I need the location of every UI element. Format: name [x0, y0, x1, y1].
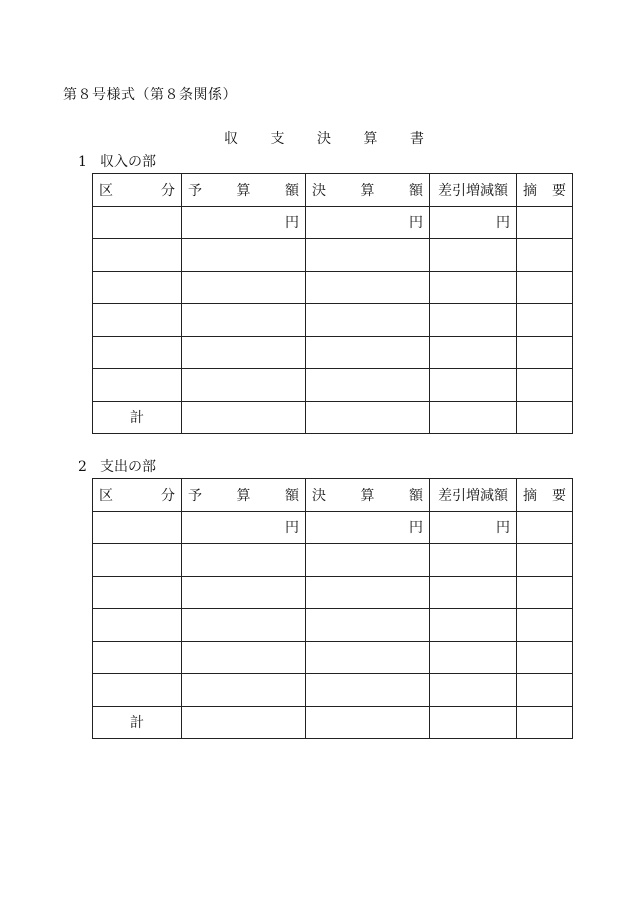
table-row	[93, 369, 573, 402]
total-settlement[interactable]	[306, 706, 430, 739]
expense-total-row	[93, 706, 573, 739]
income-header-row	[93, 174, 573, 207]
table-row	[93, 336, 573, 369]
header-remarks: 摘 要	[517, 479, 573, 512]
income-section-label: 収入の部	[100, 154, 156, 170]
table-row	[93, 239, 573, 272]
header-remarks: 摘 要	[517, 174, 573, 207]
income-table	[92, 173, 573, 434]
table-row	[93, 641, 573, 674]
difference-unit[interactable]: 円	[430, 511, 517, 544]
category-cell[interactable]	[93, 511, 182, 544]
budget-unit[interactable]: 円	[182, 511, 306, 544]
income-section-heading	[78, 151, 156, 171]
budget-unit[interactable]: 円	[182, 206, 306, 239]
remarks-cell[interactable]	[517, 206, 573, 239]
total-label: 計	[93, 401, 182, 434]
total-budget[interactable]	[182, 706, 306, 739]
header-settlement: 決 算 額	[306, 174, 430, 207]
table-row	[93, 271, 573, 304]
header-difference: 差引増減額	[430, 479, 517, 512]
expense-unit-row	[93, 511, 573, 544]
settlement-unit[interactable]: 円	[306, 206, 430, 239]
total-remarks[interactable]	[517, 401, 573, 434]
total-remarks[interactable]	[517, 706, 573, 739]
total-label: 計	[93, 706, 182, 739]
remarks-cell[interactable]	[517, 511, 573, 544]
title-char: 書	[410, 131, 424, 147]
income-section-number: 1	[78, 154, 87, 170]
header-settlement: 決 算 額	[306, 479, 430, 512]
total-budget[interactable]	[182, 401, 306, 434]
total-settlement[interactable]	[306, 401, 430, 434]
expense-section-label: 支出の部	[100, 459, 156, 475]
header-budget: 予 算 額	[182, 174, 306, 207]
category-cell[interactable]	[93, 206, 182, 239]
expense-header-row	[93, 479, 573, 512]
total-difference[interactable]	[430, 401, 517, 434]
income-unit-row	[93, 206, 573, 239]
title-char: 支	[270, 131, 285, 147]
table-row	[93, 609, 573, 642]
difference-unit[interactable]: 円	[430, 206, 517, 239]
expense-table	[92, 478, 573, 739]
total-difference[interactable]	[430, 706, 517, 739]
settlement-unit[interactable]: 円	[306, 511, 430, 544]
table-row	[93, 576, 573, 609]
expense-section-heading	[78, 456, 156, 476]
document-title	[224, 128, 424, 148]
title-char: 算	[363, 131, 378, 147]
header-budget: 予 算 額	[182, 479, 306, 512]
expense-section-number: 2	[78, 459, 87, 475]
header-category: 区 分	[93, 479, 182, 512]
title-char: 収	[224, 131, 238, 147]
form-number: 第８号様式（第８条関係）	[63, 87, 237, 103]
header-category: 区 分	[93, 174, 182, 207]
table-row	[93, 304, 573, 337]
header-difference: 差引増減額	[430, 174, 517, 207]
table-row	[93, 674, 573, 707]
table-row	[93, 544, 573, 577]
income-total-row	[93, 401, 573, 434]
title-char: 決	[317, 131, 331, 147]
